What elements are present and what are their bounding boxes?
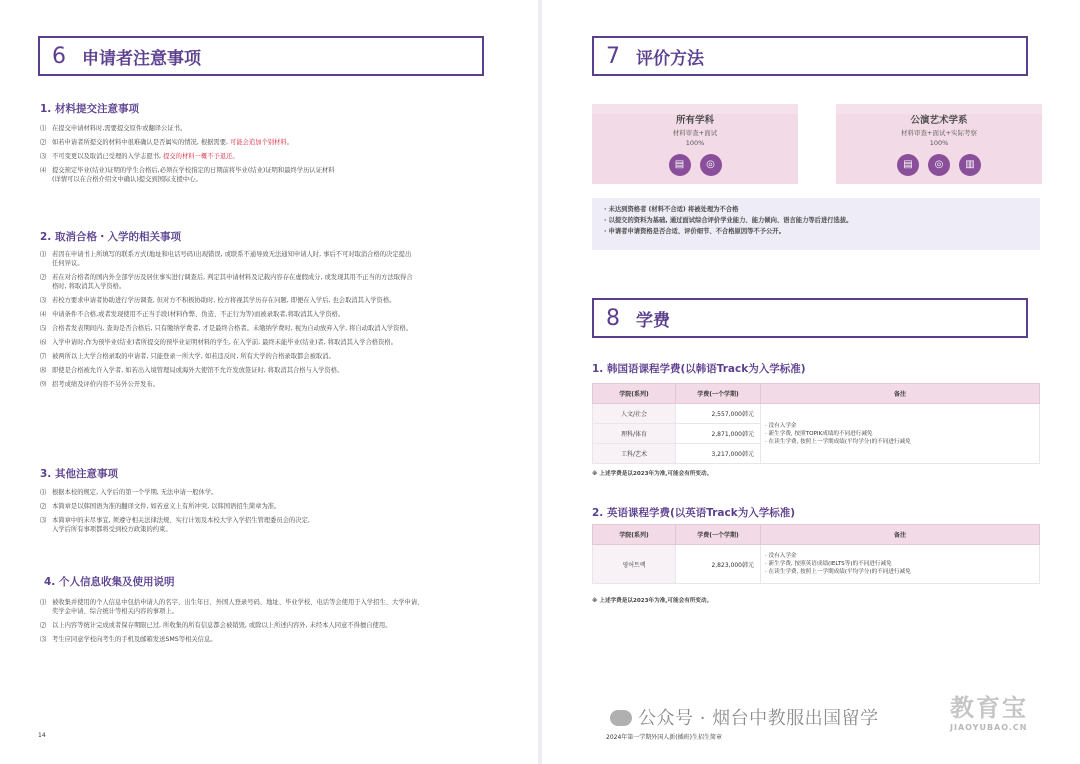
list-item xyxy=(40,598,510,616)
s1-title: 1. 材料提交注意事项 xyxy=(40,103,139,115)
fee-table-korean xyxy=(592,383,1040,464)
item-text-main: 若因在申请书上所填写的联系方式(地址和电话号码)出现错误, 或联系不通导致无法通知申请人时, 事后不可对取消合格的决定提出 xyxy=(52,251,412,258)
page-number: 14 xyxy=(38,732,46,739)
section-7-header xyxy=(592,36,1028,76)
item-number: ⑷ xyxy=(40,311,47,318)
item-text-main: 本简章中的未尽事宜, 须遵守相关法律法规、实行计划及本校大学入学招生管理委员会的决定, xyxy=(52,517,310,524)
interview-icon: ◎ xyxy=(700,154,722,176)
cell-remark xyxy=(761,545,1040,584)
item-text-main: 根据本校的规定, 入学后的第一个学期, 无法申请一般休学。 xyxy=(52,489,218,496)
card-method: 材料审查+面试+实际考察 xyxy=(901,129,977,137)
item-text xyxy=(52,352,510,361)
item-text-main: 在提交申请材料时,需要提交原件或翻译公证书。 xyxy=(52,125,187,132)
t1-footnote: ※ 上述学费是以2023年为准,可能会有所变动。 xyxy=(592,471,713,477)
s2-list xyxy=(40,250,510,394)
remark-line: · 在读生学费, 按照上一学期成绩(平均学分)的不同进行减免 xyxy=(765,438,911,445)
item-number: ⑶ xyxy=(40,153,47,160)
th-dept: 学院(系列) xyxy=(593,384,676,404)
item-text-main: 申请条件不合格,或者发现使用不正当手段(材料作弊、伪造、不正行为等)而被录取者,将取消其入学资格。 xyxy=(52,311,345,318)
item-text-main: 不可变更以及取消已受理的入学志愿书, xyxy=(52,153,164,160)
card-method: 材料审查+面试 xyxy=(672,129,718,137)
item-text xyxy=(52,621,510,630)
logo-text: 教育宝 xyxy=(950,694,1028,722)
note-line: · 申请者申请资格是否合适、评价细节、不合格原因等不予公开。 xyxy=(604,228,785,235)
cell-dept: 工科/艺术 xyxy=(593,444,676,464)
card-percent: 100% xyxy=(685,139,705,147)
list-item xyxy=(40,366,510,375)
item-text xyxy=(52,124,510,133)
footer-text: 2024年第一学期外国人新(插班)生招生简章 xyxy=(606,734,722,741)
item-text xyxy=(52,310,510,319)
th-fee: 学费(一个学期) xyxy=(676,384,761,404)
item-text xyxy=(52,502,510,511)
item-text-highlight: 提交的材料一概不予退还。 xyxy=(163,153,239,160)
section-number: 6 xyxy=(52,43,66,69)
th-dept: 学院(系列) xyxy=(593,525,676,545)
section-title: 学费 xyxy=(636,310,670,331)
card-percent: 100% xyxy=(929,139,949,147)
item-text xyxy=(52,380,510,389)
item-text xyxy=(52,516,510,534)
section-number: 7 xyxy=(606,43,620,69)
list-item xyxy=(40,152,510,161)
item-text-main: 考生应同意学校向考生的手机及邮箱发送SMS等相关信息。 xyxy=(52,636,217,643)
item-number: ⑶ xyxy=(40,636,47,643)
item-number: ⑵ xyxy=(40,274,47,281)
item-text xyxy=(52,366,510,375)
t2-footnote: ※ 上述学费是以2023年为准,可能会有所变动。 xyxy=(592,598,713,604)
item-text xyxy=(52,488,510,497)
item-text xyxy=(52,296,510,305)
cell-dept: 人文/社会 xyxy=(593,404,676,424)
item-text-highlight: 可能会追加个别材料。 xyxy=(230,139,293,146)
list-item xyxy=(40,338,510,347)
item-text-cont: 任何异议。 xyxy=(52,260,84,267)
note-line: · 未达到资格者 (材料不合适) 将被处理为不合格 xyxy=(604,206,739,213)
note-line: · 以提交的资料为基础, 通过面试综合评价学业能力、能力倾向、语言能力等后进行选拔。 xyxy=(604,217,853,224)
item-text-cont: (详情可以在合格介绍文中确认)提交到国际支援中心。 xyxy=(52,176,202,183)
performance-icon: ▥ xyxy=(959,154,981,176)
watermark-label: 公众号 · 烟台中教服出国留学 xyxy=(638,708,879,729)
item-text-main: 如若申请者所提交的材料中很难确认是否属实的情况, 根据需要, xyxy=(52,139,231,146)
item-number: ⑴ xyxy=(40,489,47,496)
list-item xyxy=(40,310,510,319)
item-number: ⑺ xyxy=(40,353,47,360)
s3-list xyxy=(40,488,510,539)
item-text-main: 合格者发表期间内, 查询是否合格后, 只有缴纳学费者, 才是最终合格者。未缴纳学费时, 视为自动放弃入学, 将自动取消入学资格。 xyxy=(52,325,413,332)
item-number: ⑵ xyxy=(40,622,47,629)
list-item xyxy=(40,352,510,361)
s4-list xyxy=(40,598,510,649)
interview-icon: ◎ xyxy=(928,154,950,176)
item-text xyxy=(52,324,510,333)
card-title: 所有学科 xyxy=(675,115,714,126)
item-text-main: 以上内容等统计完成或者保存期限已过, 所收集的所有信息都会被销毁, 或除以上所述内容外, 未经本人同意不得擅自使用。 xyxy=(52,622,392,629)
item-text xyxy=(52,635,510,644)
item-number: ⑹ xyxy=(40,339,47,346)
section-8-header xyxy=(592,298,1028,338)
list-item xyxy=(40,502,510,511)
remark-line: · 新生学费, 按照TOPIK成绩的不同进行减免 xyxy=(765,430,873,437)
list-item xyxy=(40,621,510,630)
list-item xyxy=(40,635,510,644)
cell-fee: 2,557,000韩元 xyxy=(676,404,761,424)
item-text xyxy=(52,338,510,347)
s1-list xyxy=(40,124,510,189)
section-number: 8 xyxy=(606,305,620,331)
item-number: ⑸ xyxy=(40,325,47,332)
item-text xyxy=(52,138,510,147)
list-item xyxy=(40,250,510,268)
list-item xyxy=(40,296,510,305)
item-text xyxy=(52,250,510,268)
fee-table-english xyxy=(592,524,1040,584)
document-icon: ▤ xyxy=(669,154,691,176)
cell-dept: 理科/体育 xyxy=(593,424,676,444)
item-text-main: 入学申请时,作为预毕业(结业)者所提交的预毕业证明材料的学生, 在入学前, 最终未能毕业(结业)者, 将取消其入学合格资格。 xyxy=(52,339,397,346)
item-text-cont: 格时, 将取消其入学资格。 xyxy=(52,283,126,290)
item-number: ⑵ xyxy=(40,503,47,510)
logo-sub: JIAOYUBAO.CN xyxy=(950,723,1028,732)
t1-title: 1. 韩国语课程学费(以韩语Track为入学标准) xyxy=(592,363,806,375)
item-text-main: 本简章是以韩国语为准的翻译文件, 如若意义上有所冲突, 以韩国语招生简章为准。 xyxy=(52,503,281,510)
item-number: ⑼ xyxy=(40,381,47,388)
watermark-text xyxy=(610,704,879,730)
table-row xyxy=(593,404,1040,424)
cell-fee: 2,871,000韩元 xyxy=(676,424,761,444)
item-number: ⑴ xyxy=(40,251,47,258)
list-item xyxy=(40,138,510,147)
list-item xyxy=(40,124,510,133)
list-item xyxy=(40,516,510,534)
cell-dept: 영어트랙 xyxy=(593,545,676,584)
wechat-icon xyxy=(610,710,632,726)
list-item xyxy=(40,380,510,389)
item-text-main: 若在对合格者的国内外全部学历及居住事实进行调查后, 判定其申请材料及记载内容存在虚假成分, 或发现其用不正当的方法取得合 xyxy=(52,274,413,281)
document-icon: ▤ xyxy=(897,154,919,176)
item-number: ⑴ xyxy=(40,125,47,132)
item-text-main: 被收集并使用的个人信息中包括申请人的名字、出生年日、外国人登录号码、地址、毕业学校、电话等会使用于入学招生、大学申请、 xyxy=(52,599,424,606)
table-row xyxy=(593,545,1040,584)
remark-line: · 新生学费, 按照英语成绩(IELTS等)的不同进行减免 xyxy=(765,561,892,567)
item-text-main: 招考成绩及评价内容不另外公开发布。 xyxy=(52,381,160,388)
item-number: ⑶ xyxy=(40,297,47,304)
item-text-cont: 入学后所有事项都将受到校方政策的约束。 xyxy=(52,526,172,533)
list-item xyxy=(40,488,510,497)
eval-card-all xyxy=(592,104,798,184)
remark-line: · 没有入学金 xyxy=(765,422,797,429)
item-text xyxy=(52,166,510,184)
th-remark: 备注 xyxy=(761,384,1040,404)
section-title: 申请者注意事项 xyxy=(82,48,201,69)
item-number: ⑷ xyxy=(40,167,47,174)
t2-title: 2. 英语课程学费(以英语Track为入学标准) xyxy=(592,507,796,519)
item-text-cont: 奖学金申请、综合统计等相关内容的事项上。 xyxy=(52,608,178,615)
remark-line: · 没有入学金 xyxy=(765,553,797,559)
item-text-main: 若校方要求申请者协助进行学历调查, 但对方不积极协助时, 校方将视其学历存在问题, 即便在入学后, 也会取消其入学资格。 xyxy=(52,297,396,304)
list-item xyxy=(40,273,510,291)
item-number: ⑴ xyxy=(40,599,47,606)
list-item xyxy=(40,324,510,333)
eval-card-performing-arts xyxy=(836,104,1042,184)
item-number: ⑻ xyxy=(40,367,47,374)
item-text-main: 提交预定毕业(结业)证明的学生合格后,必须在学校指定的日期前将毕业(结业)证明和最终学历认证材料 xyxy=(52,167,335,174)
card-title: 公演艺术学系 xyxy=(910,115,968,126)
th-fee: 学费(一个学期) xyxy=(676,525,761,545)
item-text xyxy=(52,598,510,616)
remark-line: · 在读生学费, 按照上一学期成绩(平均学分)的不同进行减免 xyxy=(765,569,911,575)
list-item xyxy=(40,166,510,184)
watermark-logo xyxy=(950,688,1060,738)
s3-title: 3. 其他注意事项 xyxy=(40,468,118,480)
item-text-main: 即使是合格被允许入学者, 如若出入境管理局或海外大使馆不允许发放签证时, 将取消其合格与入学资格。 xyxy=(52,367,344,374)
section-6-header xyxy=(38,36,484,76)
item-text xyxy=(52,273,510,291)
cell-remark xyxy=(761,404,1040,464)
cell-fee: 2,823,000韩元 xyxy=(676,545,761,584)
th-remark: 备注 xyxy=(761,525,1040,545)
left-page xyxy=(0,0,538,764)
eval-notes xyxy=(592,198,1040,250)
item-text-main: 被两所以上大学合格录取的申请者, 只能登录一所大学, 如若违反时, 所有大学的合格录取都会被取消。 xyxy=(52,353,335,360)
item-number: ⑵ xyxy=(40,139,47,146)
item-number: ⑶ xyxy=(40,517,47,524)
s4-title: 4. 个人信息收集及使用说明 xyxy=(44,576,175,588)
cell-fee: 3,217,000韩元 xyxy=(676,444,761,464)
s2-title: 2. 取消合格・入学的相关事项 xyxy=(40,231,181,243)
item-text xyxy=(52,152,510,161)
section-title: 评价方法 xyxy=(636,48,704,69)
